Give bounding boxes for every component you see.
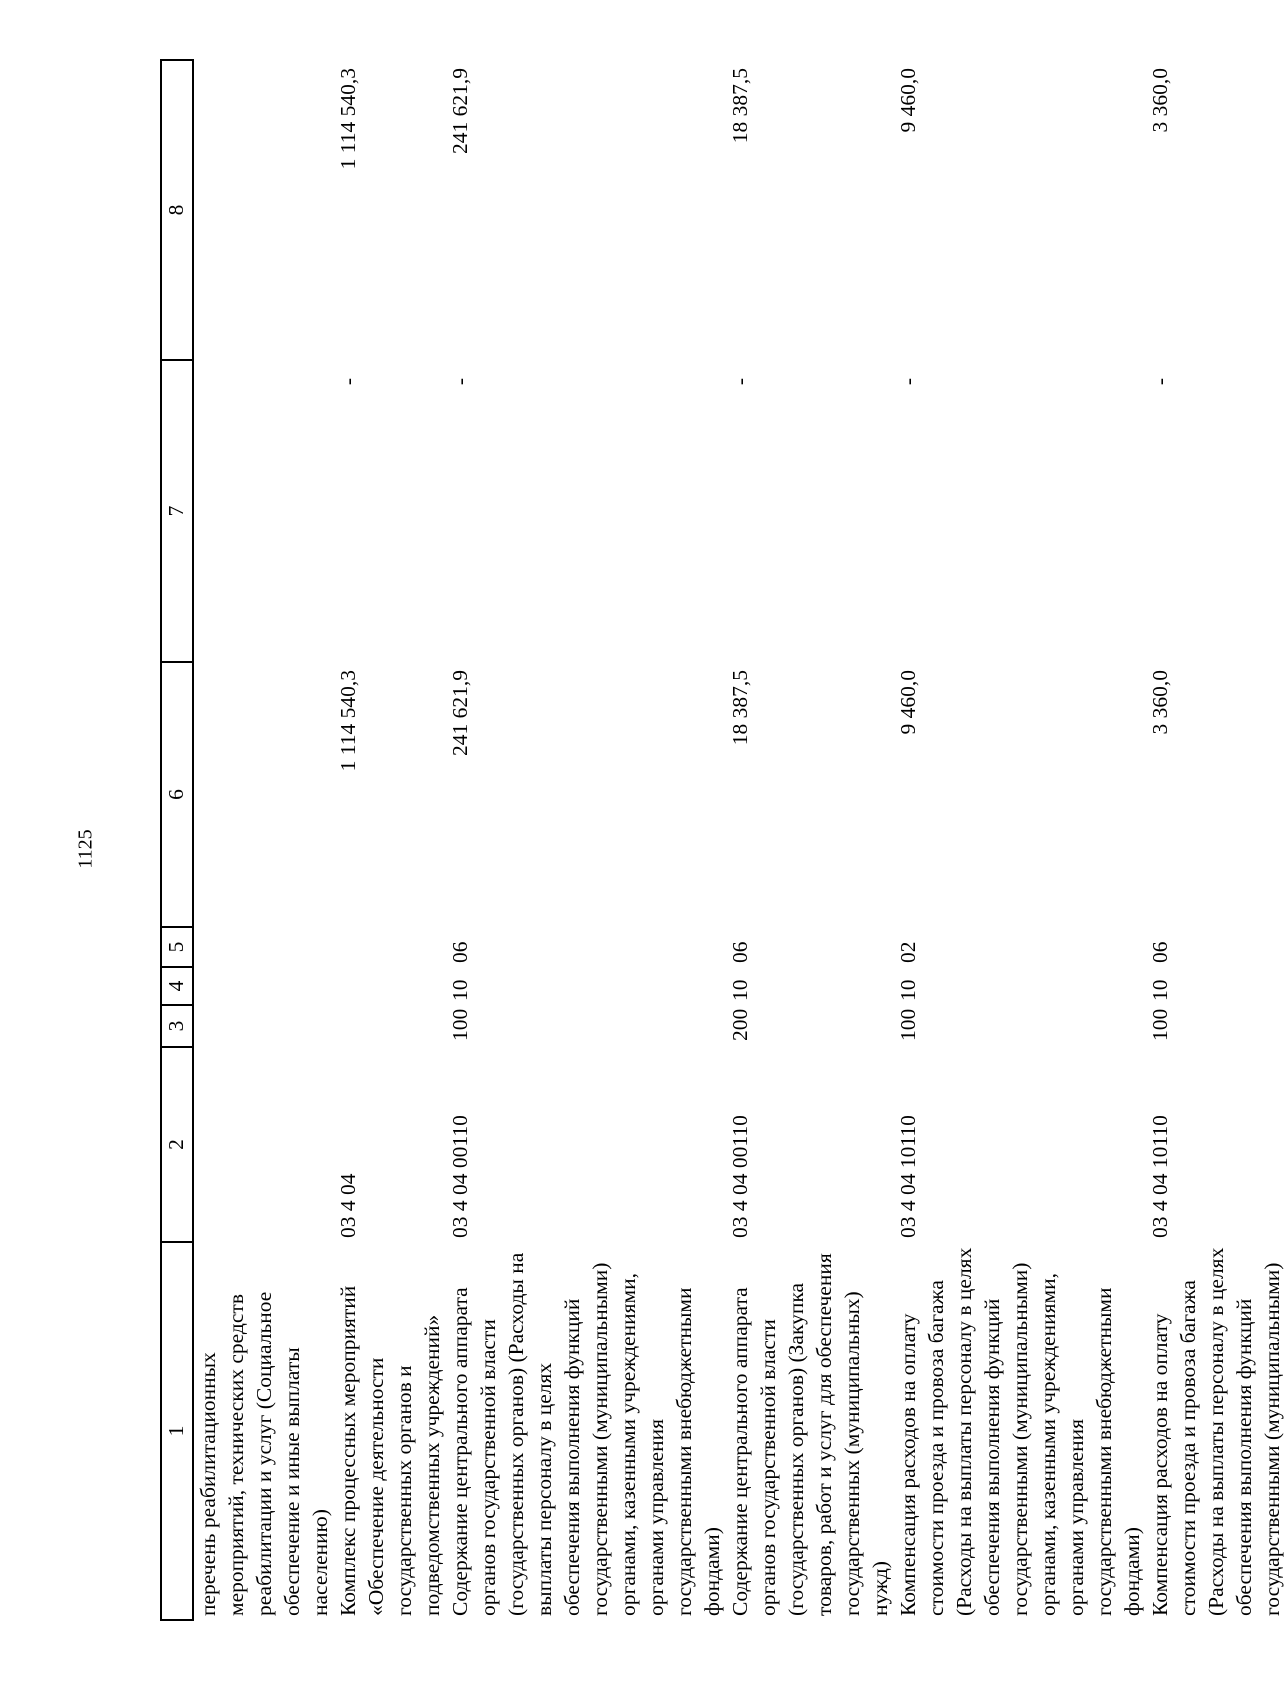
column-header: 1 [161, 1242, 193, 1620]
row-amount-8 [193, 60, 334, 360]
row-amount-7: - [336, 378, 360, 386]
row-name: перечень реабилитационных мероприятий, технических средств реабилитации и услуг (Социальное обеспечение и иные выплаты населению) [196, 1291, 332, 1616]
row-rz: 10 [1148, 979, 1172, 1001]
column-header: 7 [161, 360, 193, 662]
row-pr [193, 927, 334, 967]
row-pr: 06 [448, 941, 472, 963]
row-amount-6: 9 460,0 [896, 670, 920, 735]
row-amount-7: - [728, 378, 752, 386]
row-amount-6 [193, 662, 334, 927]
row-amount-8: 9 460,0 [896, 68, 920, 133]
row-name: Комплекс процессных мероприятий «Обеспечение деятельности государственных органов и подведомственных учреждений» [336, 1285, 444, 1616]
row-code [193, 1047, 334, 1242]
row-rz [334, 967, 446, 1005]
row-pr: 06 [1148, 941, 1172, 963]
row-code: 03 4 04 00110 [728, 1115, 752, 1238]
table-row [1146, 60, 1286, 1620]
rotated-page-content [160, 61, 1284, 1621]
page-number: 1125 [74, 829, 97, 869]
row-amount-8: 18 387,5 [728, 68, 752, 144]
row-rz [193, 967, 334, 1005]
row-vr: 100 [1148, 1008, 1172, 1041]
row-amount-8: 241 621,9 [448, 68, 472, 154]
row-amount-8: 3 360,0 [1148, 68, 1172, 133]
row-vr: 100 [896, 1008, 920, 1041]
table-row [193, 60, 334, 1620]
row-vr: 100 [448, 1008, 472, 1041]
row-rz: 10 [728, 979, 752, 1001]
row-vr [193, 1005, 334, 1047]
row-amount-6: 3 360,0 [1148, 670, 1172, 735]
row-amount-7 [193, 360, 334, 662]
row-rz: 10 [896, 979, 920, 1001]
row-name: Компенсация расходов на оплату стоимости проезда и провоза багажа (Расходы на выплаты персоналу в целях обеспечения выполнения функций государственными (муниципальными) органами, казенными учреждениями, органами управления государственными внебюджетными фондами) [896, 1247, 1144, 1616]
row-pr: 06 [728, 941, 752, 963]
row-code: 03 4 04 10110 [1148, 1115, 1172, 1238]
row-amount-7: - [1148, 378, 1172, 386]
column-header: 5 [161, 927, 193, 967]
column-header: 2 [161, 1047, 193, 1242]
table-row [446, 60, 726, 1620]
column-header: 4 [161, 967, 193, 1005]
row-amount-6: 1 114 540,3 [336, 670, 360, 772]
row-pr: 02 [896, 941, 920, 963]
row-code: 03 4 04 00110 [448, 1115, 472, 1238]
row-rz: 10 [448, 979, 472, 1001]
row-amount-8: 1 114 540,3 [336, 68, 360, 170]
table-row [334, 60, 446, 1620]
table-row [894, 60, 1146, 1620]
row-amount-6: 241 621,9 [448, 670, 472, 756]
row-code: 03 4 04 10110 [896, 1115, 920, 1238]
row-name: Содержание центрального аппарата органов государственной власти (государственных органов) (Закупка товаров, работ и услуг для обеспечения государственных (муниципальных) нужд) [728, 1253, 892, 1616]
row-code: 03 4 04 [336, 1173, 360, 1238]
row-amount-7: - [896, 378, 920, 386]
column-header: 8 [161, 60, 193, 360]
row-amount-7: - [448, 378, 472, 386]
row-name: Компенсация расходов на оплату стоимости проезда и провоза багажа (Расходы на выплаты персоналу в целях обеспечения выполнения функций государственными (муниципальными) [1148, 1247, 1284, 1616]
table-header-row [161, 60, 193, 1620]
budget-table [160, 59, 1286, 1621]
table-row [726, 60, 894, 1620]
row-name: Содержание центрального аппарата органов государственной власти (государственных органов) (Расходы на выплаты персоналу в целях обеспечения выполнения функций государственными (муниципальными) органами, казенными учреждениями, органами управления государственными внебюджетными фондами) [448, 1252, 724, 1616]
row-vr: 200 [728, 1008, 752, 1041]
row-amount-6: 18 387,5 [728, 670, 752, 746]
row-vr [334, 1005, 446, 1047]
row-pr [334, 927, 446, 967]
column-header: 3 [161, 1005, 193, 1047]
column-header: 6 [161, 662, 193, 927]
